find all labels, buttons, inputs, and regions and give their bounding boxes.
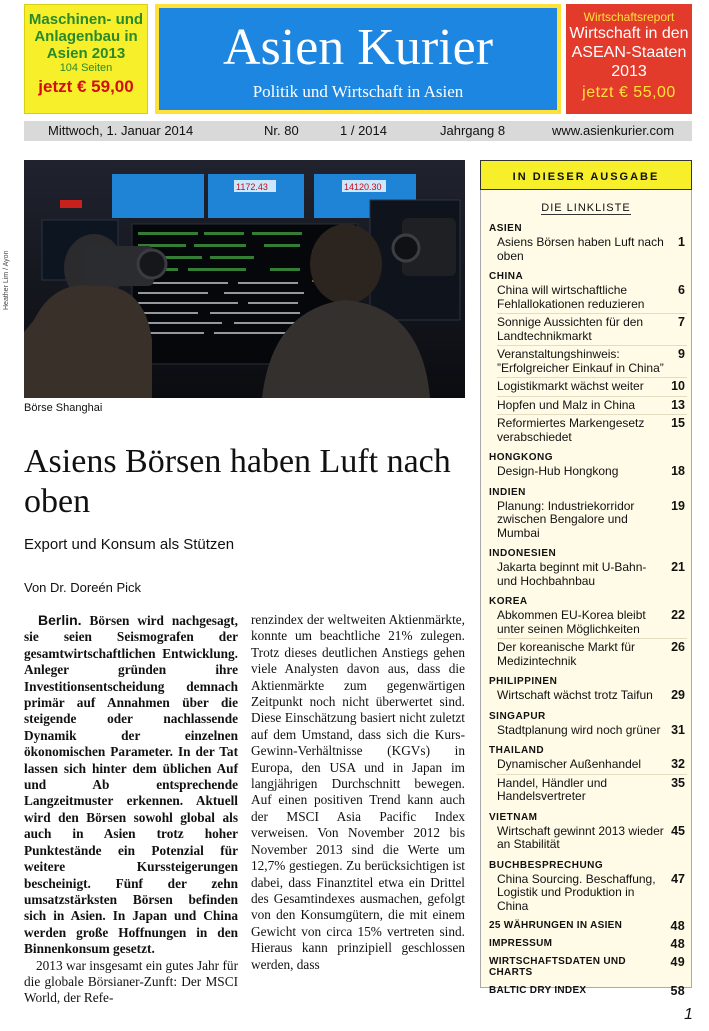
page-number: 1	[684, 1006, 693, 1023]
article-column-2: renzindex der weltweiten Aktienmärkte, konnte um beachtliche 21% zulegen. Trotz dieses deutlichen Anstiegs gehen viele Analysten davon aus, dass die Aktienmärkte zum gegenwärtigen Zeitpunkt noch nicht überwertet sind. Diese Einschätzung basiert nicht zuletzt auf dem Umstand, dass sich die Kurs-Gewinn-Verhältnisse (KGVs) in Europa, den USA und in Japan im langjährigen Durchschnitt bewegen. Auf einen positiven Trend kann auch der MSCI Asia Pacific Index verweisen. Von November 2012 bis November 2013 sind die Werte um 12,7% gestiegen. Zu berücksichtigen ist dabei, dass Finanztitel etwa ein Drittel des Gesamtindexes ausmachen, gefolgt von den Konsumgütern, die mit einem Gewicht von circa 15% vertreten sind. Hieraus kann prinzipiell geschlossen werden, dass	[251, 612, 465, 972]
ad-right-title: Wirtschaft in den ASEAN-Staaten 2013	[569, 25, 689, 80]
sidebar-region-heading: SINGAPUR	[489, 710, 546, 722]
sidebar-region-heading: BUCHBESPRECHUNG	[489, 859, 604, 871]
screen-value-2: 14120.30	[344, 182, 382, 192]
issue-label: 1 / 2014	[340, 123, 387, 138]
sidebar-region-heading: INDONESIEN	[489, 548, 557, 559]
contents-sidebar	[480, 160, 692, 998]
contents-extra-page: 48	[670, 919, 685, 933]
masthead-title: Asien Kurier	[222, 19, 494, 76]
contents-link-title: Jakarta beginnt mit U-Bahn- und Hochbahnbau	[497, 560, 647, 588]
contents-link-title: Wirtschaft gewinnt 2013 wieder an Stabilität	[497, 823, 664, 851]
ad-asean-report[interactable]	[566, 4, 692, 114]
contents-link-page: 1	[678, 235, 685, 249]
sidebar-region-heading: THAILAND	[489, 745, 545, 756]
masthead	[155, 4, 561, 114]
photo-caption: Börse Shanghai	[24, 402, 103, 414]
article-headline[interactable]: Asiens Börsen haben Luft nach oben	[24, 443, 451, 520]
issue-date: Mittwoch, 1. Januar 2014	[48, 123, 194, 138]
photo-illustration	[24, 160, 465, 398]
contents-link[interactable]	[481, 559, 691, 591]
contents-link-title: Logistikmarkt wächst weiter	[497, 379, 644, 393]
contents-link-title: Sonnige Aussichten für den Landtechnikmarkt	[497, 315, 644, 343]
issue-volume: Jahrgang 8	[440, 123, 506, 138]
contents-link-page: 7	[678, 315, 685, 329]
contents-link-title: Veranstaltungshinweis: ”Erfolgreicher Einkauf in China”	[497, 347, 664, 375]
contents-link[interactable]	[481, 378, 691, 397]
contents-extra-title: IMPRESSUM	[489, 938, 553, 949]
sidebar-region-heading: PHILIPPINEN	[489, 676, 558, 687]
contents-extra-title: 25 WÄHRUNGEN IN ASIEN	[489, 920, 623, 931]
contents-link-title: Handel, Händler und Handelsvertreter	[497, 775, 608, 803]
contents-link-title: China will wirtschaftliche Fehlallokationen reduzieren	[497, 283, 645, 311]
contents-link[interactable]	[481, 397, 691, 416]
contents-link[interactable]	[481, 346, 691, 378]
contents-link-page: 10	[671, 379, 685, 393]
contents-link-page: 21	[671, 560, 685, 574]
contents-link[interactable]	[481, 687, 691, 706]
contents-link-page: 13	[671, 397, 685, 412]
contents-link-page: 32	[671, 757, 685, 771]
sidebar-subheading: DIE LINKLISTE	[541, 202, 631, 214]
contents-link-page: 47	[671, 871, 685, 886]
sidebar-region-heading: CHINA	[489, 271, 524, 282]
contents-extra-page: 48	[670, 937, 685, 951]
lead-text: Börsen wird nachgesagt, sie seien Seismografen der gesamtwirtschaftlichen Entwicklung. Anleger gründen ihre Investitionsentscheidung demnach primär auf Annahmen über die steigende oder nachlassende Dynamik der einzelnen ökonomischen Parameter. In der Tat lassen sich hinter dem üblichen Auf und Ab entsprechende Langzeitmuster erkennen. Aktuell wird den Börsen sowohl global als auch in Asien trotz hoher Punktestände ein Potenzial für weitere Kurssteigerungen bescheinigt. Fünf der zehn umsatzstärksten Börsen befinden sich in Asien. In Japan und China werden große Hoffnungen in den Binnenkonsum gesetzt.	[24, 613, 239, 957]
ad-left-price: jetzt € 59,00	[38, 77, 134, 96]
contents-link-extra[interactable]	[481, 916, 691, 934]
contents-link-page: 22	[671, 608, 685, 622]
contents-link-title: Planung: Industriekorridor zwischen Bengalore und Mumbai	[497, 498, 635, 540]
sidebar-region-heading: HONGKONG	[489, 452, 553, 463]
stock-exchange-photo	[24, 160, 465, 398]
sidebar-region-heading: ASIEN	[489, 223, 523, 234]
article-byline: Von Dr. Doreén Pick	[24, 580, 142, 595]
screen-value-1: 1172.43	[236, 182, 268, 192]
article-column-1	[24, 612, 238, 1007]
contents-link-title: Stadtplanung wird noch grüner	[497, 722, 661, 737]
article-subheadline: Export und Konsum als Stützen	[24, 536, 235, 553]
contents-link[interactable]	[481, 722, 691, 741]
contents-link[interactable]	[481, 775, 691, 807]
issue-info-bar	[24, 121, 692, 141]
contents-link-page: 15	[671, 416, 685, 430]
contents-link[interactable]	[481, 234, 691, 266]
contents-link-title: Abkommen EU-Korea bleibt unter seinen Möglichkeiten	[497, 608, 646, 636]
masthead-subtitle: Politik und Wirtschaft in Asien	[252, 82, 464, 101]
contents-link-page: 9	[678, 347, 685, 361]
sidebar-heading: IN DIESER AUSGABE	[480, 160, 692, 190]
contents-extra-title: WIRTSCHAFTSDATEN UND CHARTS	[489, 956, 626, 978]
contents-list	[481, 221, 691, 999]
contents-link-title: Asiens Börsen haben Luft nach oben	[497, 235, 664, 263]
issue-number: Nr. 80	[264, 123, 299, 138]
contents-link-page: 26	[671, 640, 685, 654]
sidebar-box	[480, 190, 692, 998]
contents-link[interactable]	[481, 756, 691, 775]
contents-link-title: Wirtschaft wächst trotz Taifun	[497, 688, 653, 702]
sidebar-region-heading: VIETNAM	[489, 811, 538, 823]
contents-link[interactable]	[481, 639, 691, 671]
contents-link[interactable]	[481, 607, 691, 639]
body-paragraph-1: 2013 war insgesamt ein gutes Jahr für die globale Börsianer-Zunft: Der MSCI World, der Refe-	[24, 957, 238, 1006]
contents-link-page: 31	[671, 722, 685, 737]
contents-link-title: Hopfen und Malz in China	[497, 397, 636, 412]
contents-link-extra[interactable]	[481, 981, 691, 999]
ad-right-price: jetzt € 55,00	[582, 84, 676, 101]
contents-link-page: 45	[671, 823, 685, 838]
ad-left-title: Maschinen- und Anlagenbau in Asien 2013	[28, 11, 144, 62]
contents-link-title: Der koreanische Markt für Medizintechnik	[497, 640, 636, 668]
contents-link-page: 19	[671, 498, 685, 513]
contents-link-title: China Sourcing. Beschaffung, Logistik und Produktion in China	[497, 871, 656, 913]
contents-link[interactable]	[481, 282, 691, 314]
contents-link-page: 29	[671, 688, 685, 702]
contents-link-title: Reformiertes Markengesetz verabschiedet	[497, 416, 645, 444]
ad-maschinenbau[interactable]	[24, 4, 148, 114]
contents-link[interactable]	[481, 314, 691, 346]
contents-link-title: Dynamischer Außenhandel	[497, 757, 642, 771]
contents-extra-page: 49	[670, 955, 685, 969]
contents-link[interactable]	[481, 498, 691, 544]
dateline: Berlin.	[38, 612, 82, 628]
website-link[interactable]: www.asienkurier.com	[552, 123, 675, 138]
contents-extra-page: 58	[670, 984, 685, 998]
contents-link-extra[interactable]	[481, 952, 691, 981]
contents-link-extra[interactable]	[481, 934, 691, 952]
contents-link[interactable]	[481, 823, 691, 855]
contents-link[interactable]	[481, 415, 691, 447]
ad-left-pages: 104 Seiten	[59, 62, 113, 74]
contents-link[interactable]	[481, 871, 691, 917]
sidebar-region-heading: INDIEN	[489, 486, 526, 498]
contents-link-page: 35	[671, 775, 685, 790]
contents-link-page: 6	[678, 283, 685, 297]
contents-link-page: 18	[671, 464, 685, 478]
sidebar-region-heading: KOREA	[489, 596, 528, 607]
lead-paragraph	[24, 612, 238, 958]
ad-right-kicker: Wirtschaftsreport	[583, 10, 675, 24]
contents-link[interactable]	[481, 463, 691, 482]
photo-credit: Heather Lim / Ayon	[3, 250, 10, 310]
contents-extra-title: BALTIC DRY INDEX	[489, 985, 587, 996]
contents-link-title: Design-Hub Hongkong	[497, 464, 619, 478]
